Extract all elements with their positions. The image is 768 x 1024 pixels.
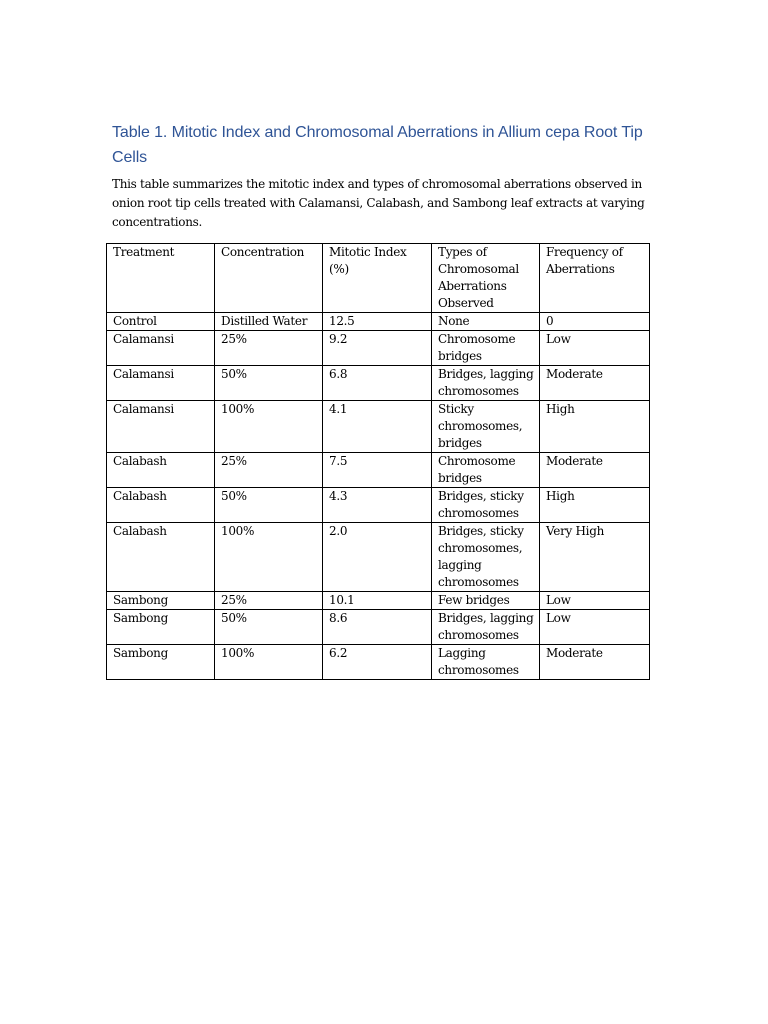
header-treatment: Treatment bbox=[107, 244, 215, 313]
cell-treatment: Control bbox=[107, 313, 215, 331]
table-title: Table 1. Mitotic Index and Chromosomal Aberrations in Allium cepa Root Tip Cells bbox=[112, 124, 643, 166]
cell-mitotic-index: 9.2 bbox=[323, 331, 432, 366]
header-mitotic-index: Mitotic Index (%) bbox=[323, 244, 432, 313]
cell-aberration-frequency: Low bbox=[540, 610, 650, 645]
cell-treatment: Sambong bbox=[107, 592, 215, 610]
cell-aberration-frequency: Low bbox=[540, 592, 650, 610]
cell-treatment: Sambong bbox=[107, 610, 215, 645]
cell-aberration-types: Bridges, sticky chromosomes, lagging chromosomes bbox=[432, 523, 540, 592]
cell-mitotic-index: 12.5 bbox=[323, 313, 432, 331]
cell-mitotic-index: 6.2 bbox=[323, 645, 432, 680]
cell-treatment: Calamansi bbox=[107, 366, 215, 401]
header-aberration-frequency: Frequency of Aberrations bbox=[540, 244, 650, 313]
table-row bbox=[107, 488, 650, 523]
cell-aberration-types: Bridges, lagging chromosomes bbox=[432, 610, 540, 645]
cell-concentration: 50% bbox=[215, 610, 323, 645]
table-row bbox=[107, 313, 650, 331]
cell-mitotic-index: 10.1 bbox=[323, 592, 432, 610]
header-aberration-types: Types of Chromosomal Aberrations Observed bbox=[432, 244, 540, 313]
cell-concentration: Distilled Water bbox=[215, 313, 323, 331]
cell-mitotic-index: 7.5 bbox=[323, 453, 432, 488]
cell-aberration-types: Bridges, sticky chromosomes bbox=[432, 488, 540, 523]
document-page bbox=[106, 120, 650, 680]
cell-concentration: 50% bbox=[215, 366, 323, 401]
cell-concentration: 100% bbox=[215, 645, 323, 680]
cell-aberration-types: Chromosome bridges bbox=[432, 331, 540, 366]
cell-treatment: Sambong bbox=[107, 645, 215, 680]
cell-aberration-frequency: High bbox=[540, 401, 650, 453]
table-row bbox=[107, 401, 650, 453]
cell-treatment: Calabash bbox=[107, 453, 215, 488]
table-row bbox=[107, 610, 650, 645]
cell-mitotic-index: 6.8 bbox=[323, 366, 432, 401]
cell-aberration-types: None bbox=[432, 313, 540, 331]
cell-treatment: Calabash bbox=[107, 488, 215, 523]
cell-concentration: 100% bbox=[215, 401, 323, 453]
cell-aberration-types: Bridges, lagging chromosomes bbox=[432, 366, 540, 401]
cell-mitotic-index: 8.6 bbox=[323, 610, 432, 645]
cell-aberration-types: Few bridges bbox=[432, 592, 540, 610]
cell-aberration-frequency: Moderate bbox=[540, 453, 650, 488]
cell-aberration-frequency: Very High bbox=[540, 523, 650, 592]
cell-concentration: 100% bbox=[215, 523, 323, 592]
cell-concentration: 25% bbox=[215, 331, 323, 366]
cell-aberration-types: Lagging chromosomes bbox=[432, 645, 540, 680]
table-row bbox=[107, 453, 650, 488]
cell-mitotic-index: 4.3 bbox=[323, 488, 432, 523]
table-row bbox=[107, 592, 650, 610]
cell-aberration-frequency: Moderate bbox=[540, 366, 650, 401]
table-row bbox=[107, 523, 650, 592]
table-row bbox=[107, 366, 650, 401]
table-row bbox=[107, 645, 650, 680]
cell-treatment: Calabash bbox=[107, 523, 215, 592]
cell-aberration-types: Chromosome bridges bbox=[432, 453, 540, 488]
cell-aberration-frequency: High bbox=[540, 488, 650, 523]
cell-treatment: Calamansi bbox=[107, 401, 215, 453]
cell-concentration: 25% bbox=[215, 592, 323, 610]
cell-concentration: 25% bbox=[215, 453, 323, 488]
aberrations-table bbox=[106, 243, 650, 680]
table-description: This table summarizes the mitotic index and types of chromosomal aberrations observed in onion root tip cells treated with Calamansi, Calabash, and Sambong leaf extracts at varying concentrations. bbox=[112, 177, 645, 229]
cell-aberration-types: Sticky chromosomes, bridges bbox=[432, 401, 540, 453]
cell-aberration-frequency: Low bbox=[540, 331, 650, 366]
cell-treatment: Calamansi bbox=[107, 331, 215, 366]
table-header-row bbox=[107, 244, 650, 313]
cell-mitotic-index: 2.0 bbox=[323, 523, 432, 592]
table-row bbox=[107, 331, 650, 366]
cell-mitotic-index: 4.1 bbox=[323, 401, 432, 453]
cell-concentration: 50% bbox=[215, 488, 323, 523]
cell-aberration-frequency: Moderate bbox=[540, 645, 650, 680]
header-concentration: Concentration bbox=[215, 244, 323, 313]
cell-aberration-frequency: 0 bbox=[540, 313, 650, 331]
